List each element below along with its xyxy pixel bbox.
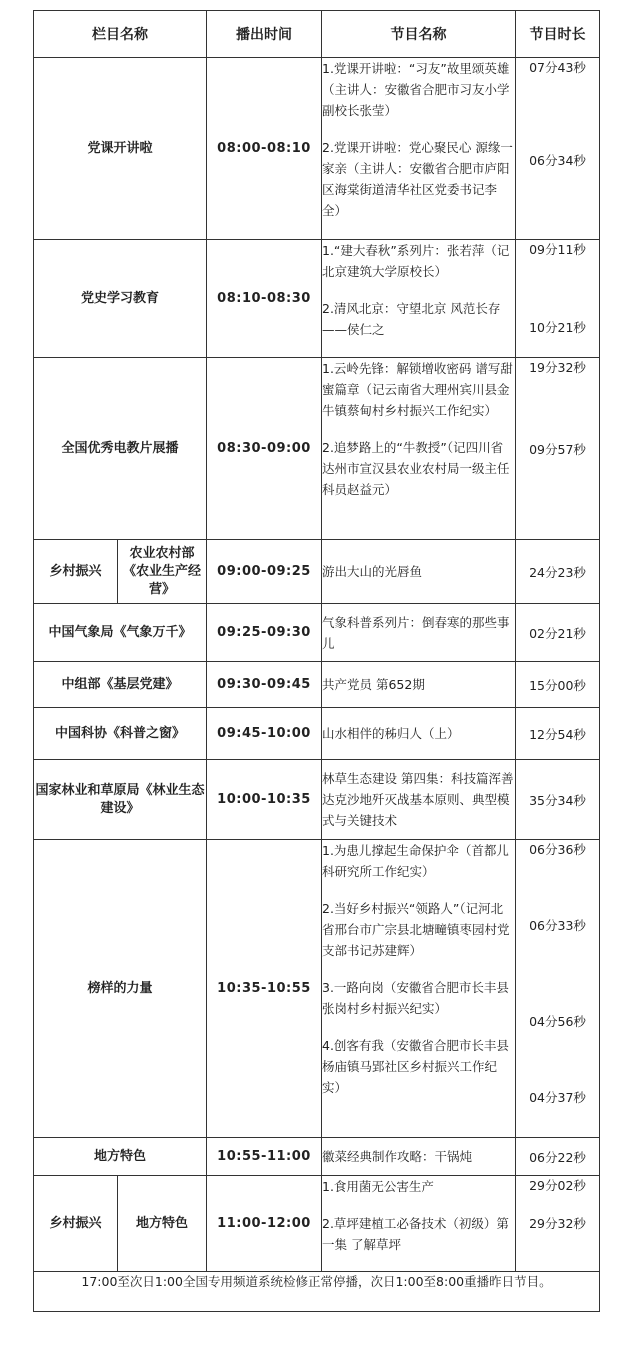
footer-row — [34, 1272, 600, 1312]
program-name: 林草生态建设 第四集：科技篇浑善达克沙地歼灭战基本原则、典型模式与关键技术 — [322, 760, 516, 840]
air-time: 08:10-08:30 — [207, 240, 322, 358]
program-item: 1.为患儿撑起生命保护伞（首都儿科研究所工作纪实） — [322, 843, 509, 879]
table-row — [34, 760, 600, 840]
header-air-time: 播出时间 — [207, 11, 322, 58]
air-time: 09:25-09:30 — [207, 604, 322, 662]
air-time: 09:00-09:25 — [207, 540, 322, 604]
table-row — [34, 358, 600, 540]
program-item: 1.党课开讲啦：“习友”故里颂英雄（主讲人：安徽省合肥市习友小学副校长张莹） — [322, 61, 510, 118]
program-name: 共产党员 第652期 — [322, 662, 516, 708]
column-name: 地方特色 — [34, 1138, 207, 1176]
table-row — [34, 604, 600, 662]
program-name: 徽菜经典制作攻略：干锅炖 — [322, 1138, 516, 1176]
table-row — [34, 1176, 600, 1272]
duration — [516, 358, 600, 540]
table-row — [34, 840, 600, 1138]
duration — [516, 840, 600, 1138]
table-row — [34, 58, 600, 240]
duration-item: 07分43秒 — [529, 60, 586, 75]
duration-item: 29分32秒 — [529, 1216, 586, 1231]
program-item: 2.党课开讲啦：党心聚民心 源缘一家亲（主讲人：安徽省合肥市庐阳区海棠街道清华社区党委书记李全） — [322, 140, 513, 218]
air-time: 08:00-08:10 — [207, 58, 322, 240]
duration: 15分00秒 — [516, 662, 600, 708]
duration-item: 04分56秒 — [529, 1014, 586, 1029]
air-time: 09:45-10:00 — [207, 708, 322, 760]
program-name: 气象科普系列片：倒春寒的那些事儿 — [322, 604, 516, 662]
column-sub-name: 农业农村部《农业生产经营》 — [118, 540, 207, 604]
program-name — [322, 240, 516, 358]
program-item: 2.清风北京：守望北京 风范长存——侯仁之 — [322, 301, 501, 337]
duration-item: 10分21秒 — [529, 320, 586, 335]
column-name: 国家林业和草原局《林业生态建设》 — [34, 760, 207, 840]
schedule-table — [33, 10, 600, 1312]
program-item: 2.当好乡村振兴“领路人”（记河北省邢台市广宗县北塘疃镇枣园村党支部书记苏建辉） — [322, 901, 510, 958]
duration: 02分21秒 — [516, 604, 600, 662]
program-name — [322, 840, 516, 1138]
header-duration: 节目时长 — [516, 11, 600, 58]
column-name: 党课开讲啦 — [34, 58, 207, 240]
footer-note: 17:00至次日1:00全国专用频道系统检修正常停播，次日1:00至8:00重播昨日节目。 — [34, 1272, 600, 1312]
column-sub-name: 地方特色 — [118, 1176, 207, 1272]
duration — [516, 1176, 600, 1272]
header-row — [34, 11, 600, 58]
air-time: 08:30-09:00 — [207, 358, 322, 540]
duration: 12分54秒 — [516, 708, 600, 760]
air-time: 10:00-10:35 — [207, 760, 322, 840]
table-row — [34, 240, 600, 358]
program-item: 2.追梦路上的“牛教授”（记四川省达州市宣汉县农业农村局一级主任科员赵益元） — [322, 440, 510, 497]
air-time: 10:55-11:00 — [207, 1138, 322, 1176]
column-name: 中组部《基层党建》 — [34, 662, 207, 708]
column-name: 中国气象局《气象万千》 — [34, 604, 207, 662]
column-name: 全国优秀电教片展播 — [34, 358, 207, 540]
duration-item: 06分33秒 — [529, 918, 586, 933]
table-row — [34, 1138, 600, 1176]
program-item: 1.云岭先锋：解锁增收密码 谱写甜蜜篇章（记云南省大理州宾川县金牛镇蔡甸村乡村振兴工作纪实） — [322, 361, 513, 418]
duration: 35分34秒 — [516, 760, 600, 840]
duration-item: 19分32秒 — [529, 360, 586, 375]
duration: 24分23秒 — [516, 540, 600, 604]
table-row — [34, 662, 600, 708]
program-item: 1.食用菌无公害生产 — [322, 1179, 434, 1194]
duration: 06分22秒 — [516, 1138, 600, 1176]
column-name: 乡村振兴 — [34, 540, 118, 604]
duration-item: 29分02秒 — [529, 1178, 586, 1193]
column-name: 榜样的力量 — [34, 840, 207, 1138]
program-item: 4.创客有我（安徽省合肥市长丰县杨庙镇马郢社区乡村振兴工作纪实） — [322, 1038, 509, 1095]
column-name: 乡村振兴 — [34, 1176, 118, 1272]
duration-item: 06分34秒 — [529, 153, 586, 168]
header-column-name: 栏目名称 — [34, 11, 207, 58]
air-time: 11:00-12:00 — [207, 1176, 322, 1272]
column-name: 中国科协《科普之窗》 — [34, 708, 207, 760]
duration-item: 06分36秒 — [529, 842, 586, 857]
program-name — [322, 358, 516, 540]
program-item: 2.草坪建植工必备技术（初级）第一集 了解草坪 — [322, 1216, 509, 1252]
air-time: 10:35-10:55 — [207, 840, 322, 1138]
program-name: 游出大山的光唇鱼 — [322, 540, 516, 604]
column-name: 党史学习教育 — [34, 240, 207, 358]
header-program-name: 节目名称 — [322, 11, 516, 58]
duration — [516, 58, 600, 240]
duration-item: 04分37秒 — [529, 1090, 586, 1105]
program-name: 山水相伴的秭归人（上） — [322, 708, 516, 760]
duration-item: 09分11秒 — [529, 242, 586, 257]
table-row — [34, 540, 600, 604]
duration — [516, 240, 600, 358]
table-row — [34, 708, 600, 760]
program-name — [322, 58, 516, 240]
duration-item: 09分57秒 — [529, 442, 586, 457]
air-time: 09:30-09:45 — [207, 662, 322, 708]
program-name — [322, 1176, 516, 1272]
program-item: 1.“建大春秋”系列片：张若萍（记北京建筑大学原校长） — [322, 243, 510, 279]
program-item: 3.一路向岗（安徽省合肥市长丰县张岗村乡村振兴纪实） — [322, 980, 509, 1016]
